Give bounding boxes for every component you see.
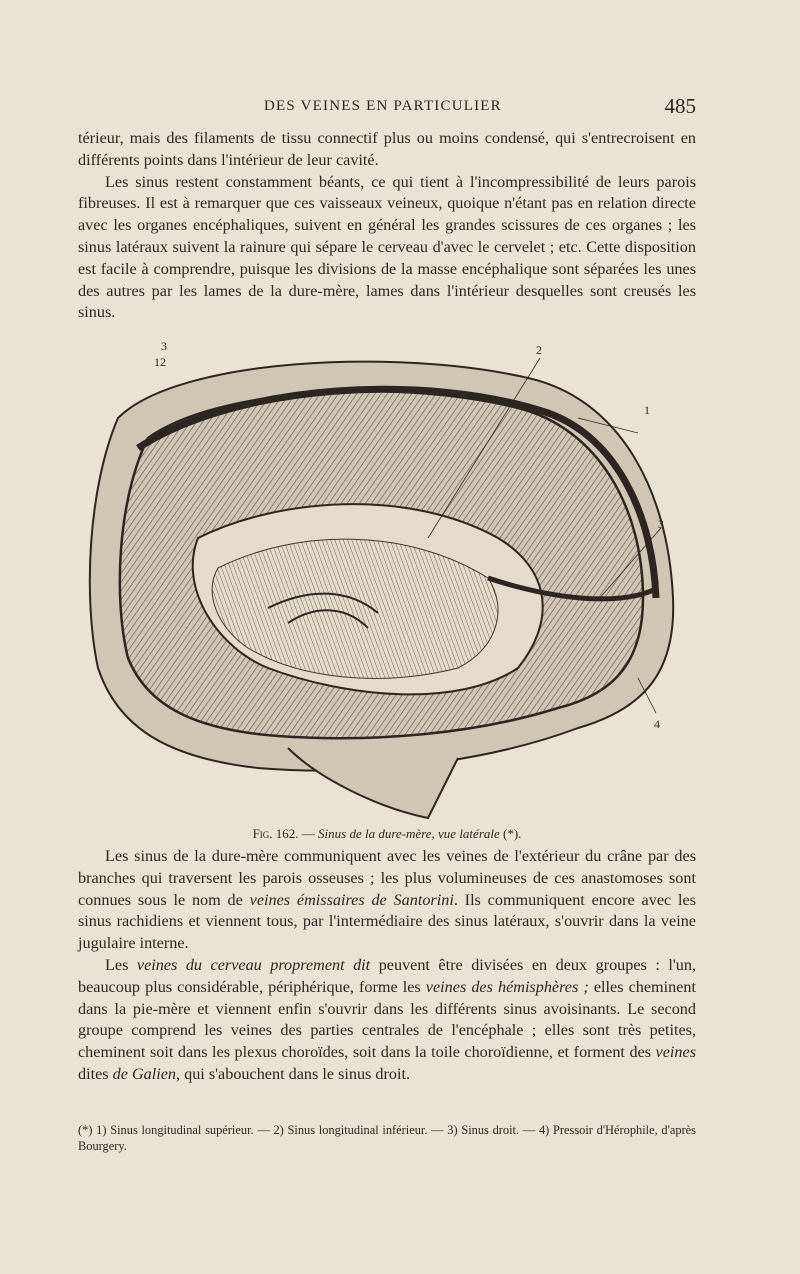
figure-label-3: 3 <box>658 517 664 531</box>
caption-prefix: Fig. 162. <box>252 826 299 841</box>
corner-mark-top: 3 <box>161 339 167 353</box>
paragraph: Les veines du cerveau proprement dit peuvent être divisées en deux groupes : l'un, beaucoup plus considérable, périphérique, forme les veines des hémisphères ; elles cheminent dans la pie-mère et viennent enfin s'ouvrir dans les différents sinus avoisinants. Le second groupe comprend les veines des parties centrales de l'encéphale ; elles sont très petites, cheminent soit dans les plexus choroïdes, soit dans la toile choroïdienne, et forment des veines dites de Galien, qui s'abouchent dans le sinus droit. <box>78 955 697 1083</box>
figure-label-2: 2 <box>536 343 542 357</box>
paragraph: Les sinus de la dure-mère communiquent avec les veines de l'extérieur du crâne par des branches qui traversent les parois osseuses ; les plus volumineuses de ces anastomoses sont connues sous le nom de veines émissaires de Santorini. Ils communiquent encore avec les sinus rachidiens et viennent tous, par l'intermédiaire des sinus latéraux, s'ouvrir dans la veine jugulaire interne. <box>78 847 696 953</box>
page-number: 485 <box>664 94 696 118</box>
anatomical-figure <box>78 338 696 828</box>
skull-base <box>288 748 458 818</box>
running-title: DES VEINES EN PARTICULIER <box>264 98 502 114</box>
paragraph: térieur, mais des filaments de tissu connectif plus ou moins condensé, qui s'entrecroisent en différents points dans l'intérieur de leur cavité. <box>78 129 696 169</box>
corner-mark-bottom: 12 <box>154 355 166 369</box>
figure-label-4: 4 <box>654 717 660 731</box>
dura-mater-illustration <box>78 338 696 828</box>
paragraph: Les sinus restent constamment béants, ce qui tient à l'incompressibilité de leurs parois fibreuses. Il est à remarquer que ces vaisseaux veineux, quoique n'étant pas en relation directe avec les organes encéphaliques, suivent en général les grandes scissures de ces organes ; les sinus latéraux suivent la rainure qui sépare le cerveau d'avec le cervelet ; etc. Cette disposition est facile à comprendre, puisque les divisions de la masse encéphalique sont séparées les unes des autres par les lames de la dure-mère, lames dans l'intérieur desquelles sont creusés les sinus. <box>78 172 696 322</box>
caption-title: Sinus de la dure-mère, vue latérale <box>318 826 500 841</box>
running-header <box>78 96 694 122</box>
figure-label-1: 1 <box>644 403 650 417</box>
footnote: (*) 1) Sinus longitudinal supérieur. — 2) Sinus longitudinal inférieur. — 3) Sinus droit. — 4) Pressoir d'Hérophile, d'après Bourgery. <box>78 1123 696 1153</box>
figure-caption: Fig. 162. — Sinus de la dure-mère, vue latérale (*). <box>252 826 522 841</box>
caption-note: (*). <box>503 826 522 841</box>
body-text-top <box>78 128 696 324</box>
body-text-bottom <box>78 846 696 1086</box>
